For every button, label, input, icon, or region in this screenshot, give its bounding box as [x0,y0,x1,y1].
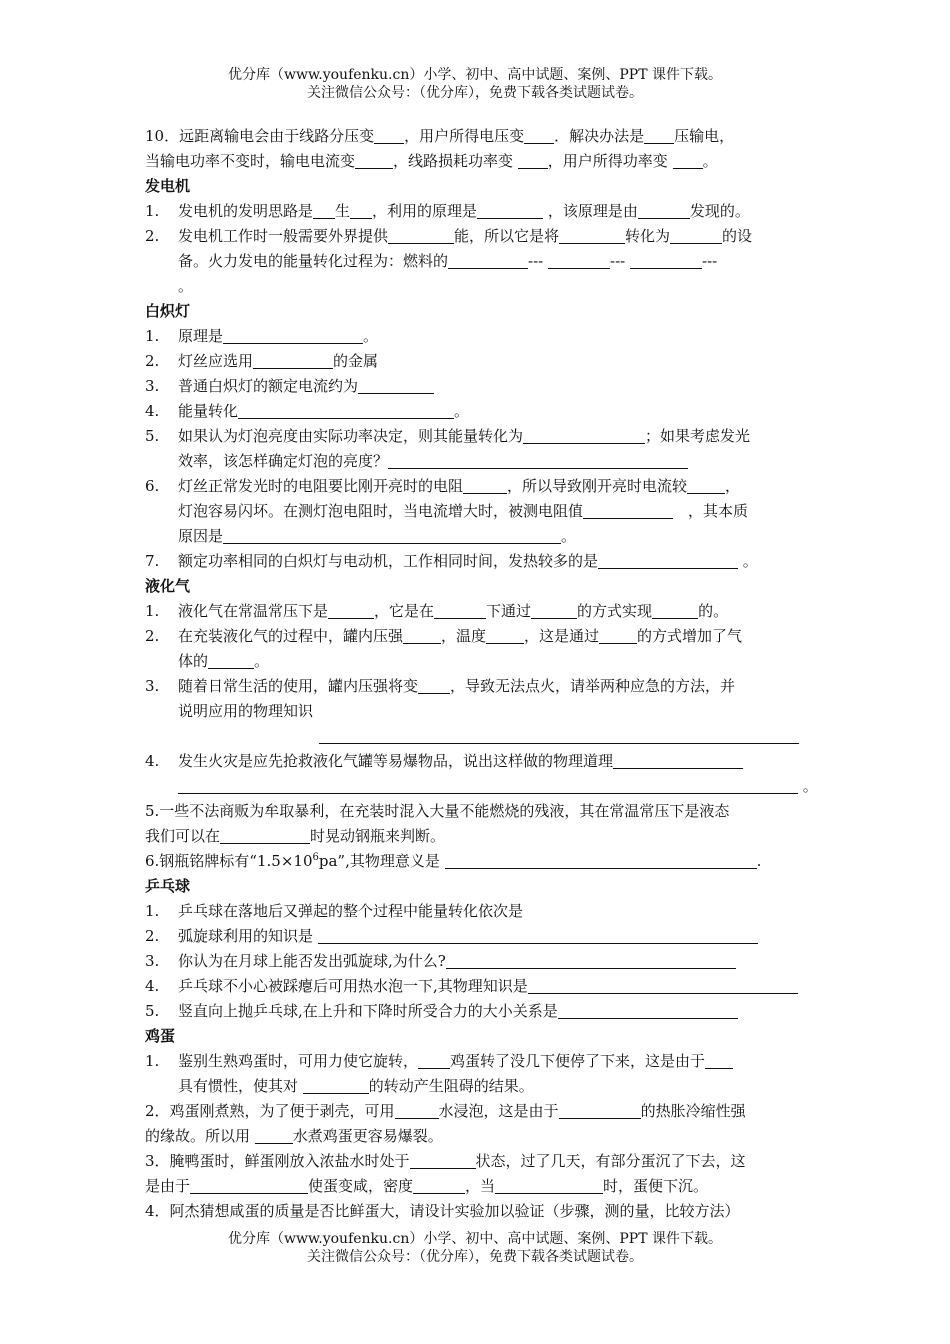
question-number: 6. [145,477,160,495]
lpg-q3-answer-line [145,724,813,749]
blank [355,152,393,169]
text: 的金属 [333,352,379,370]
text: ．解决办法是 [554,127,645,145]
lamp-q7 [145,549,813,574]
blank [388,452,688,469]
blank [434,602,486,619]
blank [223,327,363,344]
blank [652,602,698,619]
blank [413,1177,465,1194]
egg-q3 [145,1149,813,1174]
question-number: 4. [145,977,160,995]
pingpong-q3 [145,949,813,974]
pingpong-q1 [145,899,813,924]
blank [638,202,690,219]
blank [673,152,703,169]
text: 压输电， [674,127,735,145]
text: 。 [561,527,577,545]
blank [208,652,254,669]
text: pa”,其物理意义是 [318,852,445,870]
blank [313,202,335,219]
text: 生 [335,202,351,220]
text: 。 [702,152,718,170]
text: 乒乓球不小心被踩瘪后可用热水泡一下,其物理知识是 [178,977,528,995]
blank [395,1102,439,1119]
lpg-q4 [145,749,813,774]
blank [220,827,310,844]
text: 。 [738,552,758,570]
blank [318,927,758,944]
lamp-q6 [145,474,813,499]
blank [559,227,625,244]
question-number: 7. [145,552,160,570]
blank [528,977,798,994]
text: 水浸泡，这是由于 [438,1102,559,1120]
text: 的热胀冷缩性强 [640,1102,746,1120]
egg-q2-cont [145,1124,813,1149]
text: 你认为在月球上能否发出弧旋球,为什么? [178,952,446,970]
pingpong-q2 [145,924,813,949]
text: 普通白炽灯的额定电流约为 [178,377,359,395]
text: 6.钢瓶铭牌标有“1.5×10 [145,852,313,870]
question-10-cont [145,149,813,174]
text: 10．远距离输电会由于线路分压变 [145,127,375,145]
text: 效率，该怎样确定灯泡的亮度？ [178,452,389,470]
lpg-q4-cont [145,774,818,799]
text: ，用户所得功率变 [547,152,673,170]
text: 体的 [178,652,209,670]
question-number: 5. [145,427,160,445]
text: 是由于 [145,1177,191,1195]
text: 当输电功率不变时，输电电流变 [145,152,356,170]
blank [328,602,374,619]
text: 发生火灾是应先抢救液化气罐等易爆物品，说出这样做的物理道理 [178,752,614,770]
blank [446,952,736,969]
text: 液化气在常温常压下是 [178,602,329,620]
pingpong-q5 [145,999,813,1024]
blank [403,627,441,644]
lamp-q1 [145,324,813,349]
section-title-generator: 发电机 [145,177,191,195]
text: 的。 [698,602,729,620]
text: 使蛋变咸，密度 [308,1177,414,1195]
blank [599,627,637,644]
blank [477,202,543,219]
blank [410,1152,476,1169]
question-number: 4. [145,402,160,420]
section-title-egg: 鸡蛋 [145,1027,176,1045]
blank [705,1052,733,1069]
text: 灯丝正常发光时的电阻要比刚开亮时的电阻 [178,477,464,495]
text: 时晃动钢瓶来判断。 [310,827,446,845]
text: 我们可以在 [145,827,221,845]
egg-q2 [145,1099,813,1124]
superscript: 6 [312,852,319,863]
text: ， [725,477,741,495]
question-number: 2. [145,627,160,645]
text: 的转动产生阻碍的结果。 [368,1077,534,1095]
text: ，所以导致刚开亮时电流较 [507,477,688,495]
lpg-q1 [145,599,813,624]
answer-line [319,727,799,744]
egg-q1 [145,1049,813,1074]
pingpong-q4 [145,974,813,999]
text: 的方式实现 [577,602,653,620]
text: . [756,852,762,870]
text: 灯丝应选用 [178,352,254,370]
blank [687,477,725,494]
section-title-lpg: 液化气 [145,577,191,595]
question-number: 1. [145,327,160,345]
text: 鉴别生熟鸡蛋时，可用力使它旋转， [178,1052,419,1070]
section-title-lamp: 白炽灯 [145,302,191,320]
question-number: 4. [145,752,160,770]
footer-line-1: 优分库（www.youfenku.cn）小学、初中、高中试题、案例、PPT 课件下载。 [227,1231,722,1247]
lamp-q3 [145,374,813,399]
text: 的设 [722,227,753,245]
text: 额定功率相同的白炽灯与电动机，工作相同时间，发热较多的是 [178,552,599,570]
text: 水煮鸡蛋更容易爆裂。 [292,1127,443,1145]
text: ，线路损耗功率变 [393,152,518,170]
question-number: 2. [145,352,160,370]
text: ，该原理是由 [543,202,638,220]
question-10 [145,124,813,149]
text: 乒乓球在落地后又弹起的整个过程中能量转化依次是 [178,902,524,920]
blank [486,627,524,644]
text: 鸡蛋转了没几下便停了下来，这是由于 [450,1052,706,1070]
lamp-q6-end [145,524,813,549]
text: 。 [178,277,194,295]
lpg-q3 [145,674,813,699]
generator-q2-end [145,274,813,299]
text: 弧旋球利用的知识是 [178,927,318,945]
text: 具有惯性，使其对 [178,1077,303,1095]
text: 能，所以它是将 [454,227,560,245]
text: ，这是通过 [524,627,600,645]
text: 能量转化 [178,402,239,420]
blank [548,252,610,269]
blank [448,252,528,269]
text: 。 [254,652,270,670]
blank [644,127,674,144]
text: 灯泡容易闪坏。在测灯泡电阻时，当电流增大时，被测电阻值 [178,502,584,520]
text: 发电机工作时一般需要外界提供 [178,227,389,245]
generator-q2 [145,224,813,249]
worksheet-body [145,124,818,1224]
text: 发现的。 [689,202,750,220]
blank [518,152,548,169]
text: ，温度 [441,627,487,645]
page-footer [0,1230,950,1266]
text: 原因是 [178,527,224,545]
text: --- [610,252,626,270]
question-number: 3. [145,377,160,395]
text: 4．阿杰猜想咸蛋的质量是否比鲜蛋大，请设计实验加以验证（步骤，测的量，比较方法） [145,1202,740,1220]
lamp-q5-cont [145,449,813,474]
blank [558,1002,738,1019]
text: 。 [363,327,379,345]
blank [524,127,554,144]
header-line-1: 优分库（www.youfenku.cn）小学、初中、高中试题、案例、PPT 课件下载。 [227,67,722,83]
lpg-q2-cont [145,649,813,674]
generator-q2-cont [145,249,813,274]
lamp-q6-cont [145,499,813,524]
blank [495,1177,603,1194]
blank [531,602,577,619]
blank [670,227,722,244]
blank [190,1177,308,1194]
lamp-q4 [145,399,813,424]
text: 2．鸡蛋刚煮熟，为了便于剥壳，可用 [145,1102,395,1120]
text: 随着日常生活的使用，罐内压强将变 [178,677,419,695]
text: 在充装液化气的过程中，罐内压强 [178,627,404,645]
text: 下通过 [486,602,532,620]
text: 时，蛋便下沉。 [603,1177,709,1195]
text: ，它是在 [374,602,435,620]
blank [358,377,434,394]
question-number: 2. [145,927,160,945]
lamp-q5 [145,424,813,449]
question-number: 1. [145,1052,160,1070]
blank [253,352,333,369]
blank [374,127,404,144]
egg-q3-cont [145,1174,813,1199]
section-title-pingpong: 乒乓球 [145,877,191,895]
blank [630,252,702,269]
text: 的方式增加了气 [637,627,743,645]
footer-line-2: 关注微信公众号：（优分库），免费下载各类试题试卷。 [307,1249,643,1265]
question-number: 2. [145,227,160,245]
text: 5.一些不法商贩为牟取暴利，在充装时混入大量不能燃烧的残液，其在常温常压下是液态 [145,802,730,820]
text: ，导致无法点火，请举两种应急的方法，并 [450,677,736,695]
text: ；如果考虑发光 [645,427,751,445]
text: ，利用的原理是 [372,202,478,220]
blank [388,227,454,244]
text: 竖直向上抛乒乓球,在上升和下降时所受合力的大小关系是 [178,1002,558,1020]
blank [523,427,645,444]
text: ，当 [465,1177,496,1195]
answer-line [178,777,798,794]
lpg-q6 [145,849,813,874]
question-number: 3. [145,677,160,695]
text: --- [702,252,718,270]
blank [255,1127,293,1144]
text: 说明应用的物理知识 [178,702,314,720]
header-line-2: 关注微信公众号：（优分库），免费下载各类试题试卷。 [307,85,643,101]
text: --- [528,252,544,270]
blank [418,677,450,694]
blank [238,402,454,419]
text: 3．腌鸭蛋时，鲜蛋刚放入浓盐水时处于 [145,1152,410,1170]
egg-q4 [145,1199,813,1224]
text: ，其本质 [673,502,749,520]
blank [463,477,507,494]
blank [445,852,757,869]
text: 原理是 [178,327,224,345]
text: 转化为 [625,227,671,245]
text: 。 [798,777,818,795]
generator-q1 [145,199,813,224]
blank [223,527,561,544]
lpg-q5-cont [145,824,813,849]
lamp-q2 [145,349,813,374]
question-number: 5. [145,1002,160,1020]
text: 发电机的发明思路是 [178,202,314,220]
text: 状态，过了几天，有部分蛋沉了下去，这 [475,1152,746,1170]
text: 如果认为灯泡亮度由实际功率决定，则其能量转化为 [178,427,524,445]
blank [583,502,673,519]
egg-q1-cont [145,1074,813,1099]
question-number: 1. [145,202,160,220]
lpg-q3-cont [145,699,813,724]
blank [418,1052,450,1069]
question-number: 1. [145,902,160,920]
blank [559,1102,641,1119]
question-number: 1. [145,602,160,620]
page-header [0,66,950,102]
text: ，用户所得电压变 [404,127,525,145]
blank [350,202,372,219]
lpg-q2 [145,624,813,649]
blank [598,552,738,569]
text: 的缘故。所以用 [145,1127,255,1145]
lpg-q5 [145,799,813,824]
text: 备。火力发电的能量转化过程为：燃料的 [178,252,449,270]
blank [613,752,743,769]
text: 。 [454,402,470,420]
blank [303,1077,369,1094]
question-number: 3. [145,952,160,970]
